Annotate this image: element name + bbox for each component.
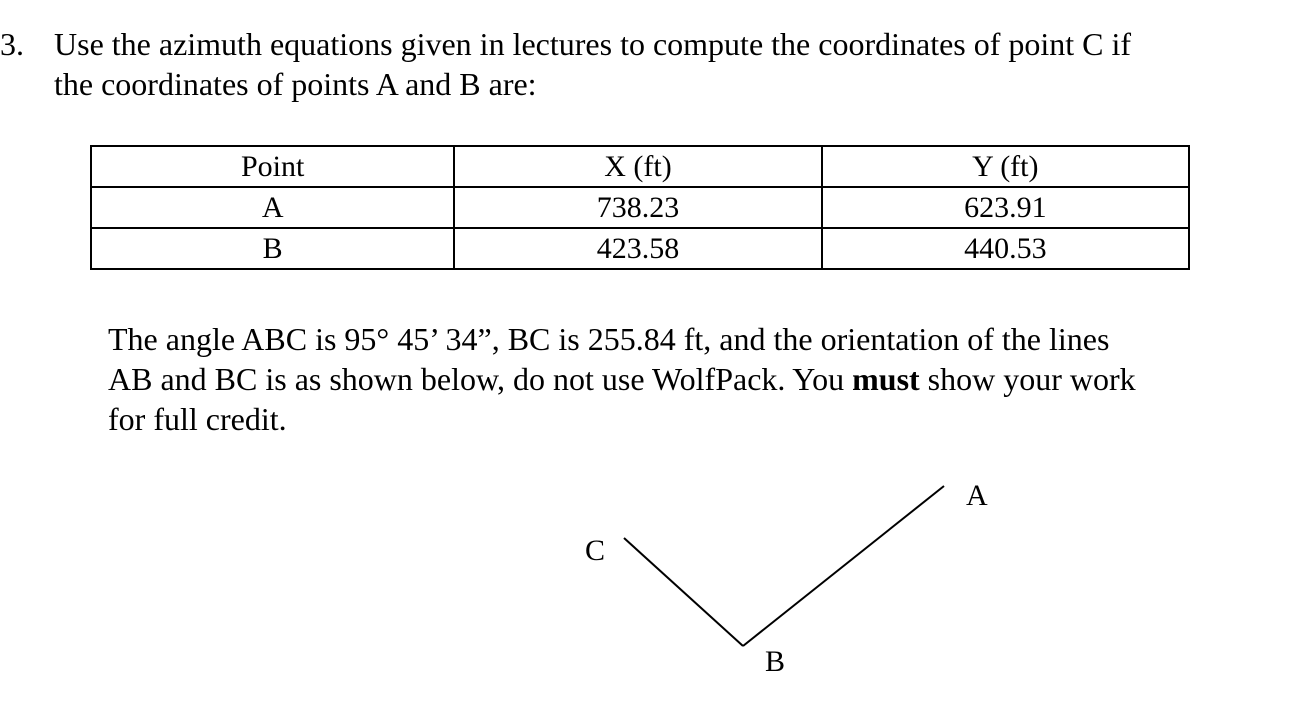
emphasis-must: must [852,361,920,397]
paragraph-line-2-end: show your work [919,361,1136,397]
paragraph-line-3: for full credit. [108,401,287,437]
cell-y: 440.53 [822,228,1189,269]
line-bc [624,538,743,646]
question-text-line-1: Use the azimuth equations given in lectures to compute the coordinates of point C if [54,26,1132,62]
header-x: X (ft) [454,146,821,187]
point-b-label: B [765,645,786,678]
cell-y: 623.91 [822,187,1189,228]
cell-x: 738.23 [454,187,821,228]
point-c-label: C [585,534,606,567]
cell-point: B [91,228,454,269]
cell-x: 423.58 [454,228,821,269]
header-point: Point [91,146,454,187]
point-a-label: A [966,479,988,512]
paragraph-line-1: The angle ABC is 95° 45’ 34”, BC is 255.84 ft, and the orientation of the lines [108,321,1110,357]
line-ba [743,486,944,646]
paragraph-line-2-start: AB and BC is as shown below, do not use WolfPack. You [108,361,853,397]
question-text-line-2: the coordinates of points A and B are: [54,66,537,102]
cell-point: A [91,187,454,228]
question-number: 3. [0,26,24,62]
header-y: Y (ft) [822,146,1189,187]
